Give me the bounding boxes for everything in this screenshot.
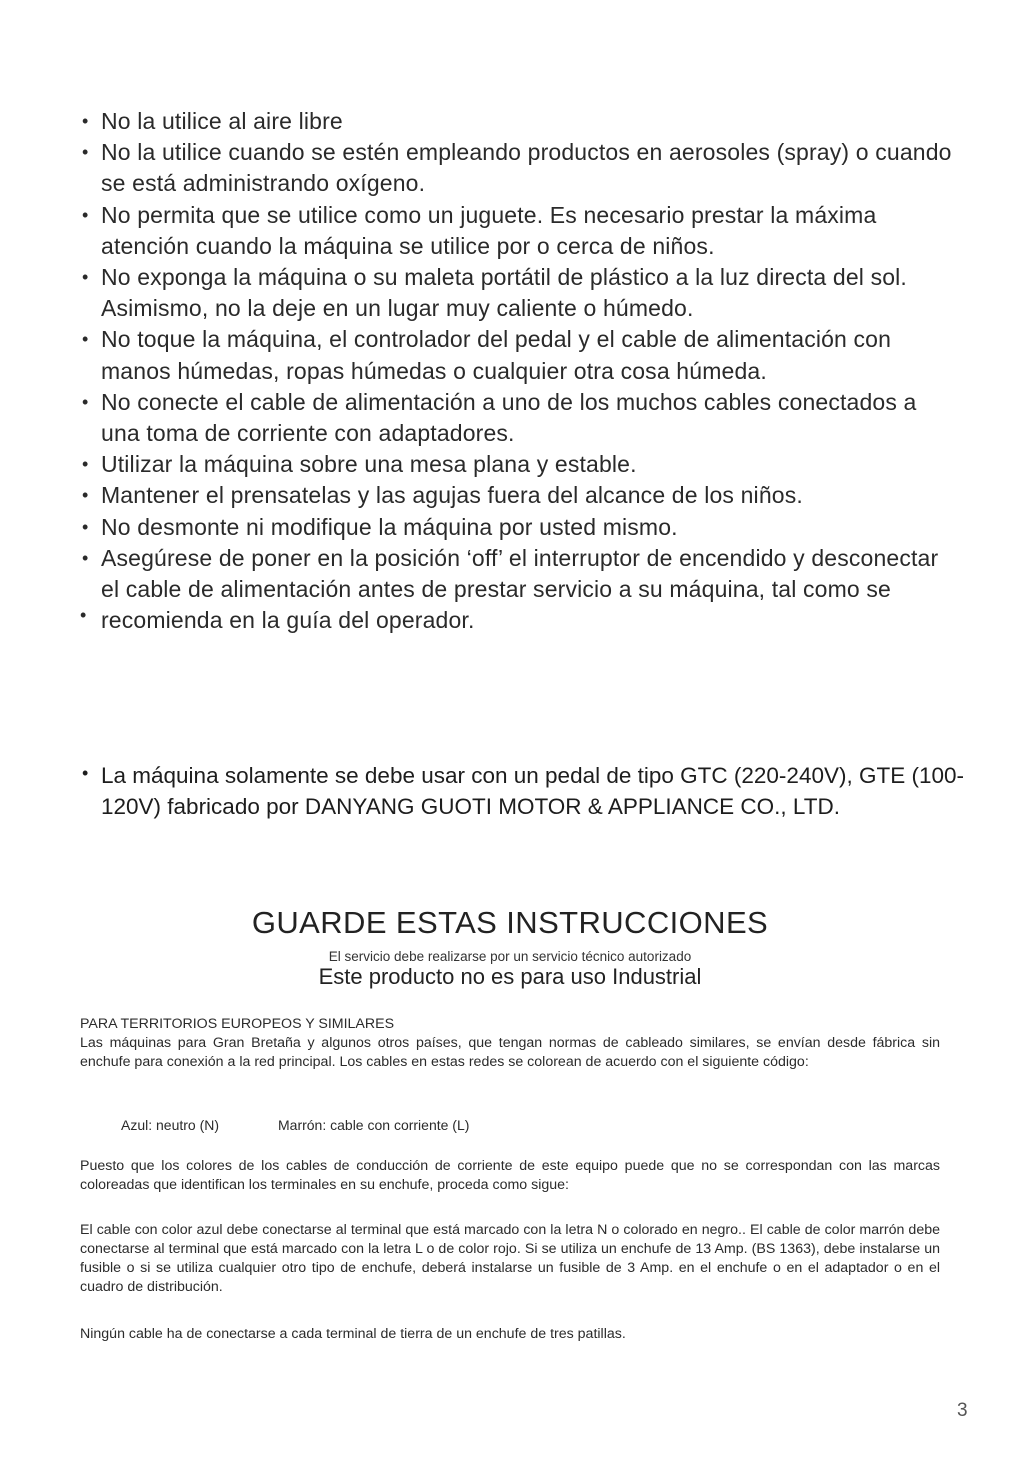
safety-bullet-list — [80, 106, 960, 636]
list-item: • Asegúrese de poner en la posición ‘off’ el interruptor de encendido y desconectar el cable de alimentación antes de prestar servicio a su máquina, tal como se recomienda en la guía del operador. — [82, 544, 939, 634]
bullet-marker: • — [82, 516, 89, 537]
pedal-note-text: La máquina solamente se debe usar con un pedal de tipo GTC (220-240V), GTE (100-120V) fabricado por DANYANG GUOTI MOTOR & APPLIANCE CO., LTD. — [101, 763, 964, 819]
list-item: • No toque la máquina, el controlador del pedal y el cable de alimentación con manos húmedas, ropas húmedas o cualquier otra cosa húmeda. — [82, 326, 892, 384]
colors-paragraph: Puesto que los colores de los cables de conducción de corriente de este equipo puede que no se correspondan con las marcas coloreadas que identifican los terminales en su enchufe, proceda como sigue: — [80, 1158, 940, 1193]
bullet-marker: • — [82, 547, 89, 568]
bullet-marker: • — [82, 111, 89, 131]
list-item: • No conecte el cable de alimentación a uno de los muchos cables conectados a una toma de corriente con adaptadores. — [82, 388, 917, 447]
page-title: GUARDE ESTAS INSTRUCCIONES — [251, 905, 769, 940]
color-code-brown: Marrón: cable con corriente (L) — [278, 1117, 470, 1133]
industrial-note: Este producto no es para uso Industrial — [318, 964, 702, 989]
bullet-marker: • — [82, 454, 89, 475]
bullet-marker: • — [82, 267, 89, 288]
list-item: • Mantener el prensatelas y las agujas fuera del alcance de los niños. — [80, 480, 960, 511]
wiring-paragraph: El cable con color azul debe conectarse al terminal que está marcado con la letra N o colorado en negro.. El cable de color marrón debe conectarse al terminal que está marcado con la letra L o de color rojo. Si se utiliza un enchufe de 13 Amp. (BS 1363), debe instalarse un fusible o si se utiliza cualquier otro tipo de enchufe, deberá instalarse un fusible de 3 Amp. en el enchufe o en el adaptador o en el cuadro de distribución. — [80, 1222, 940, 1295]
list-item: • No la utilice al aire libre — [80, 106, 960, 137]
color-code-blue: Azul: neutro (N) — [121, 1117, 220, 1133]
service-note: El servicio debe realizarse por un servicio técnico autorizado — [328, 949, 692, 964]
list-item: • No exponga la máquina o su maleta portátil de plástico a la luz directa del sol. Asimismo, no la deje en un lugar muy caliente o húmedo. — [82, 264, 907, 322]
empty-bullet-marker: • — [80, 605, 87, 625]
list-item: • No permita que se utilice como un juguete. Es necesario prestar la máxima atención cuando la máquina se utilice por o cerca de niños. — [82, 201, 877, 259]
bullet-marker: • — [82, 329, 89, 350]
pedal-note — [80, 760, 981, 822]
list-item: • No desmonte ni modifique la máquina por usted mismo. — [80, 512, 960, 543]
bullet-marker: • — [82, 142, 89, 163]
list-item: • No la utilice cuando se estén empleando productos en aerosoles (spray) o cuando se está administrando oxígeno. — [82, 139, 952, 197]
page-number: 3 — [957, 1400, 968, 1421]
list-item: • Utilizar la máquina sobre una mesa plana y estable. — [80, 449, 960, 480]
ground-paragraph: Ningún cable ha de conectarse a cada terminal de tierra de un enchufe de tres patillas. — [80, 1326, 626, 1342]
section-title: PARA TERRITORIOS EUROPEOS Y SIMILARES — [80, 1016, 395, 1032]
bullet-marker: • — [82, 763, 89, 783]
bullet-marker: • — [82, 204, 89, 225]
intro-paragraph: Las máquinas para Gran Bretaña y algunos otros países, que tengan normas de cableado similares, se envían desde fábrica sin enchufe para conexión a la red principal. Los cables en estas redes se colorean de acuerdo con el siguiente código: — [80, 1035, 940, 1070]
bullet-marker: • — [82, 391, 89, 412]
bullet-marker: • — [82, 485, 89, 506]
